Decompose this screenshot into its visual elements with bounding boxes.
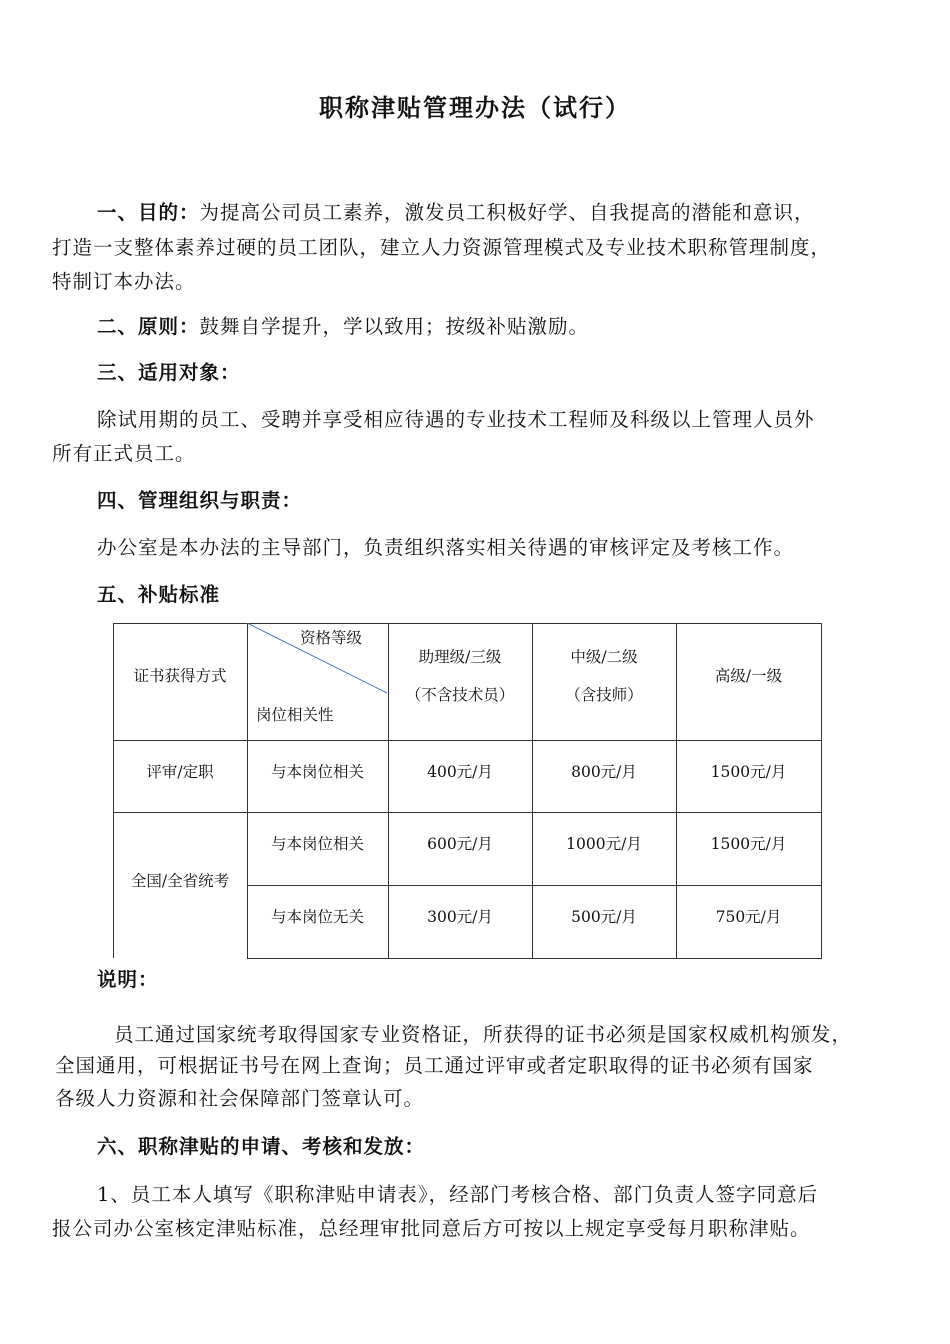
apply-label: 六、职称津贴的申请、考核和发放： [97,1135,426,1158]
row3-value-3: 750元/月 [715,908,782,926]
row2-relation: 与本岗位相关 [270,835,364,853]
header-col2-line2: （含技师） [565,686,643,704]
header-diag-top: 资格等级 [300,629,363,647]
purpose-label: 一、目的： [97,201,200,224]
row3-relation: 与本岗位无关 [270,908,364,926]
purpose-text-1: 为提高公司员工素养，激发员工积极好学、自我提高的潜能和意识， [199,201,815,224]
org-text: 办公室是本办法的主导部门，负责组织落实相关待遇的审核评定及考核工作。 [97,536,795,559]
scope-label: 三、适用对象： [97,361,241,384]
note-line-2: 全国通用，可根据证书号在网上查询；员工通过评审或者定职取得的证书必须有国家 [55,1054,814,1077]
scope-line-1: 除试用期的员工、受聘并享受相应待遇的专业技术工程师及科级以上管理人员外 [97,408,815,431]
standard-label: 五、补贴标准 [97,583,221,606]
row1-value-3: 1500元/月 [710,763,787,781]
row3-value-1: 300元/月 [427,908,493,926]
purpose-line-1 [97,197,815,225]
apply-line-1: 1、员工本人填写《职称津贴申请表》，经部门考核合格、部门负责人签字同意后 [97,1183,819,1206]
header-col1-line1: 助理级/三级 [418,648,502,666]
row2-value-2: 1000元/月 [566,835,642,853]
row2-value-1: 600元/月 [427,835,493,853]
header-col3: 高级/一级 [714,667,783,685]
principle-line [97,311,589,339]
org-label: 四、管理组织与职责： [97,489,303,512]
row3-value-2: 500元/月 [571,908,637,926]
principle-text: 鼓舞自学提升，学以致用；按级补贴激励。 [199,315,590,338]
row2-method: 全国/全省统考 [130,872,230,890]
apply-line-2: 报公司办公室核定津贴标准，总经理审批同意后方可按以上规定享受每月职称津贴。 [52,1217,811,1240]
note-label: 说明： [97,968,159,991]
row1-value-1: 400元/月 [427,763,493,781]
principle-label: 二、原则： [97,315,200,338]
scope-line-2: 所有正式员工。 [52,442,196,465]
note-line-1: 员工通过国家统考取得国家专业资格证，所获得的证书必须是国家权威机构颁发， [114,1023,853,1046]
purpose-line-2: 打造一支整体素养过硬的员工团队，建立人力资源管理模式及专业技术职称管理制度， [52,236,832,259]
header-method: 证书获得方式 [133,667,227,685]
purpose-line-3: 特制订本办法。 [52,270,196,293]
row1-relation: 与本岗位相关 [270,763,364,781]
header-col1-line2: （不含技术员） [405,686,515,704]
row2-value-3: 1500元/月 [710,835,787,853]
header-diag-bottom: 岗位相关性 [256,706,334,724]
note-line-3: 各级人力资源和社会保障部门签章认可。 [55,1087,425,1110]
header-col2-line1: 中级/二级 [570,648,638,666]
row1-value-2: 800元/月 [571,763,637,781]
document-title: 职称津贴管理办法（试行） [319,94,631,122]
row1-method: 评审/定职 [146,763,214,781]
